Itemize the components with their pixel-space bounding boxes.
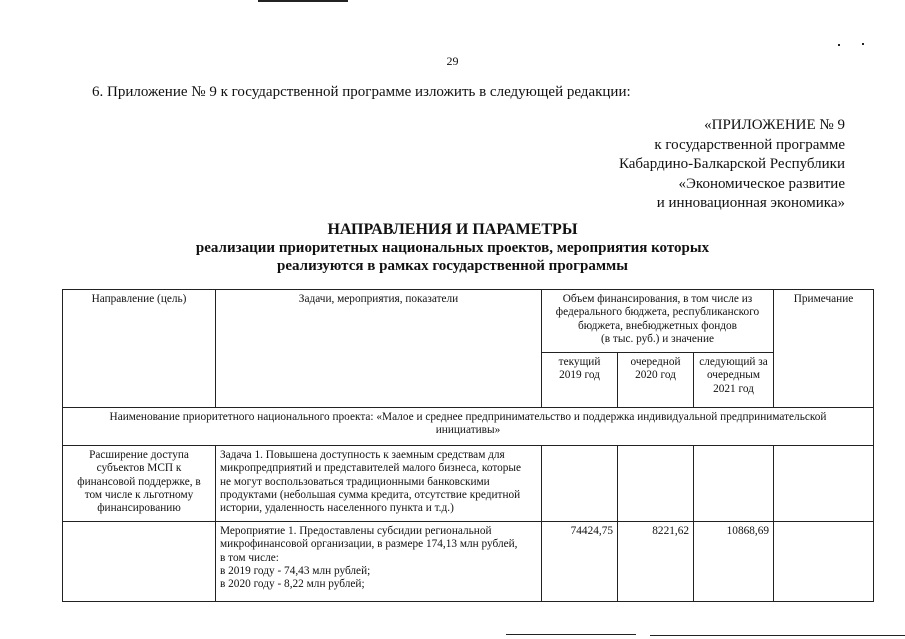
heading-title: НАПРАВЛЕНИЯ И ПАРАМЕТРЫ xyxy=(327,221,578,238)
heading-subtitle: реализации приоритетных национальных проектов, мероприятия которых xyxy=(195,240,710,256)
header-tasks: Задачи, мероприятия, показатели xyxy=(216,290,542,408)
scan-artifact-dot xyxy=(838,44,840,46)
header-current-year: текущий 2019 год xyxy=(542,353,618,408)
appendix-line: «Экономическое развитие xyxy=(678,175,845,192)
value-following-year: 10868,69 xyxy=(694,522,774,602)
national-project-row: Наименование приоритетного национального проекта: «Малое и среднее предпринимательство и поддержка индивидуальной предпринимательской инициативы» xyxy=(63,408,874,446)
appendix-line: к государственной программе xyxy=(654,136,845,153)
heading-subtitle: реализуются в рамках государственной программы xyxy=(277,258,628,274)
empty-cell xyxy=(694,446,774,522)
note-cell xyxy=(774,522,874,602)
header-next-year: очередной 2020 год xyxy=(618,353,694,408)
header-note: Примечание xyxy=(774,290,874,408)
parameters-table xyxy=(62,289,874,602)
value-current-year: 74424,75 xyxy=(542,522,618,602)
page-number: 29 xyxy=(446,54,459,68)
header-following-year: следующий за очередным 2021 год xyxy=(694,353,774,408)
empty-cell xyxy=(542,446,618,522)
value-next-year: 8221,62 xyxy=(618,522,694,602)
empty-cell xyxy=(618,446,694,522)
appendix-line: и инновационная экономика» xyxy=(656,195,845,211)
scan-artifact-top xyxy=(258,0,348,2)
activity-cell: Мероприятие 1. Предоставлены субсидии региональной микрофинансовой организации, в размере 174,13 млн рублей, в том числе: в 2019 году - 74,43 млн рублей; в 2020 году - 8,22 млн рублей; xyxy=(216,522,542,602)
document-heading xyxy=(0,220,905,275)
task-cell: Задача 1. Повышена доступность к заемным средствам для микропредприятий и представителей малого бизнеса, которые не могут воспользоваться традиционными банковскими продуктами (небольшая сумма кредита, отсутствие кредитной истории, удаленность населенного пункта и т.д.) xyxy=(216,446,542,522)
scan-artifact-bottom xyxy=(650,635,905,636)
appendix-line: «ПРИЛОЖЕНИЕ № 9 xyxy=(704,117,845,133)
scan-artifact-bottom xyxy=(506,634,636,635)
intro-text: 6. Приложение № 9 к государственной программе изложить в следующей редакции: xyxy=(92,84,631,100)
scan-artifact-dot xyxy=(862,43,864,45)
empty-cell xyxy=(774,446,874,522)
appendix-line: Кабардино-Балкарской Республики xyxy=(618,156,845,172)
header-direction: Направление (цель) xyxy=(63,290,216,408)
empty-cell xyxy=(63,522,216,602)
direction-cell: Расширение доступа субъектов МСП к финансовой поддержке, в том числе к льготному финансированию xyxy=(63,446,216,522)
header-funding: Объем финансирования, в том числе из федерального бюджета, республиканского бюджета, внебюджетных фондов (в тыс. руб.) и значение xyxy=(542,290,774,353)
appendix-caption xyxy=(619,116,845,214)
